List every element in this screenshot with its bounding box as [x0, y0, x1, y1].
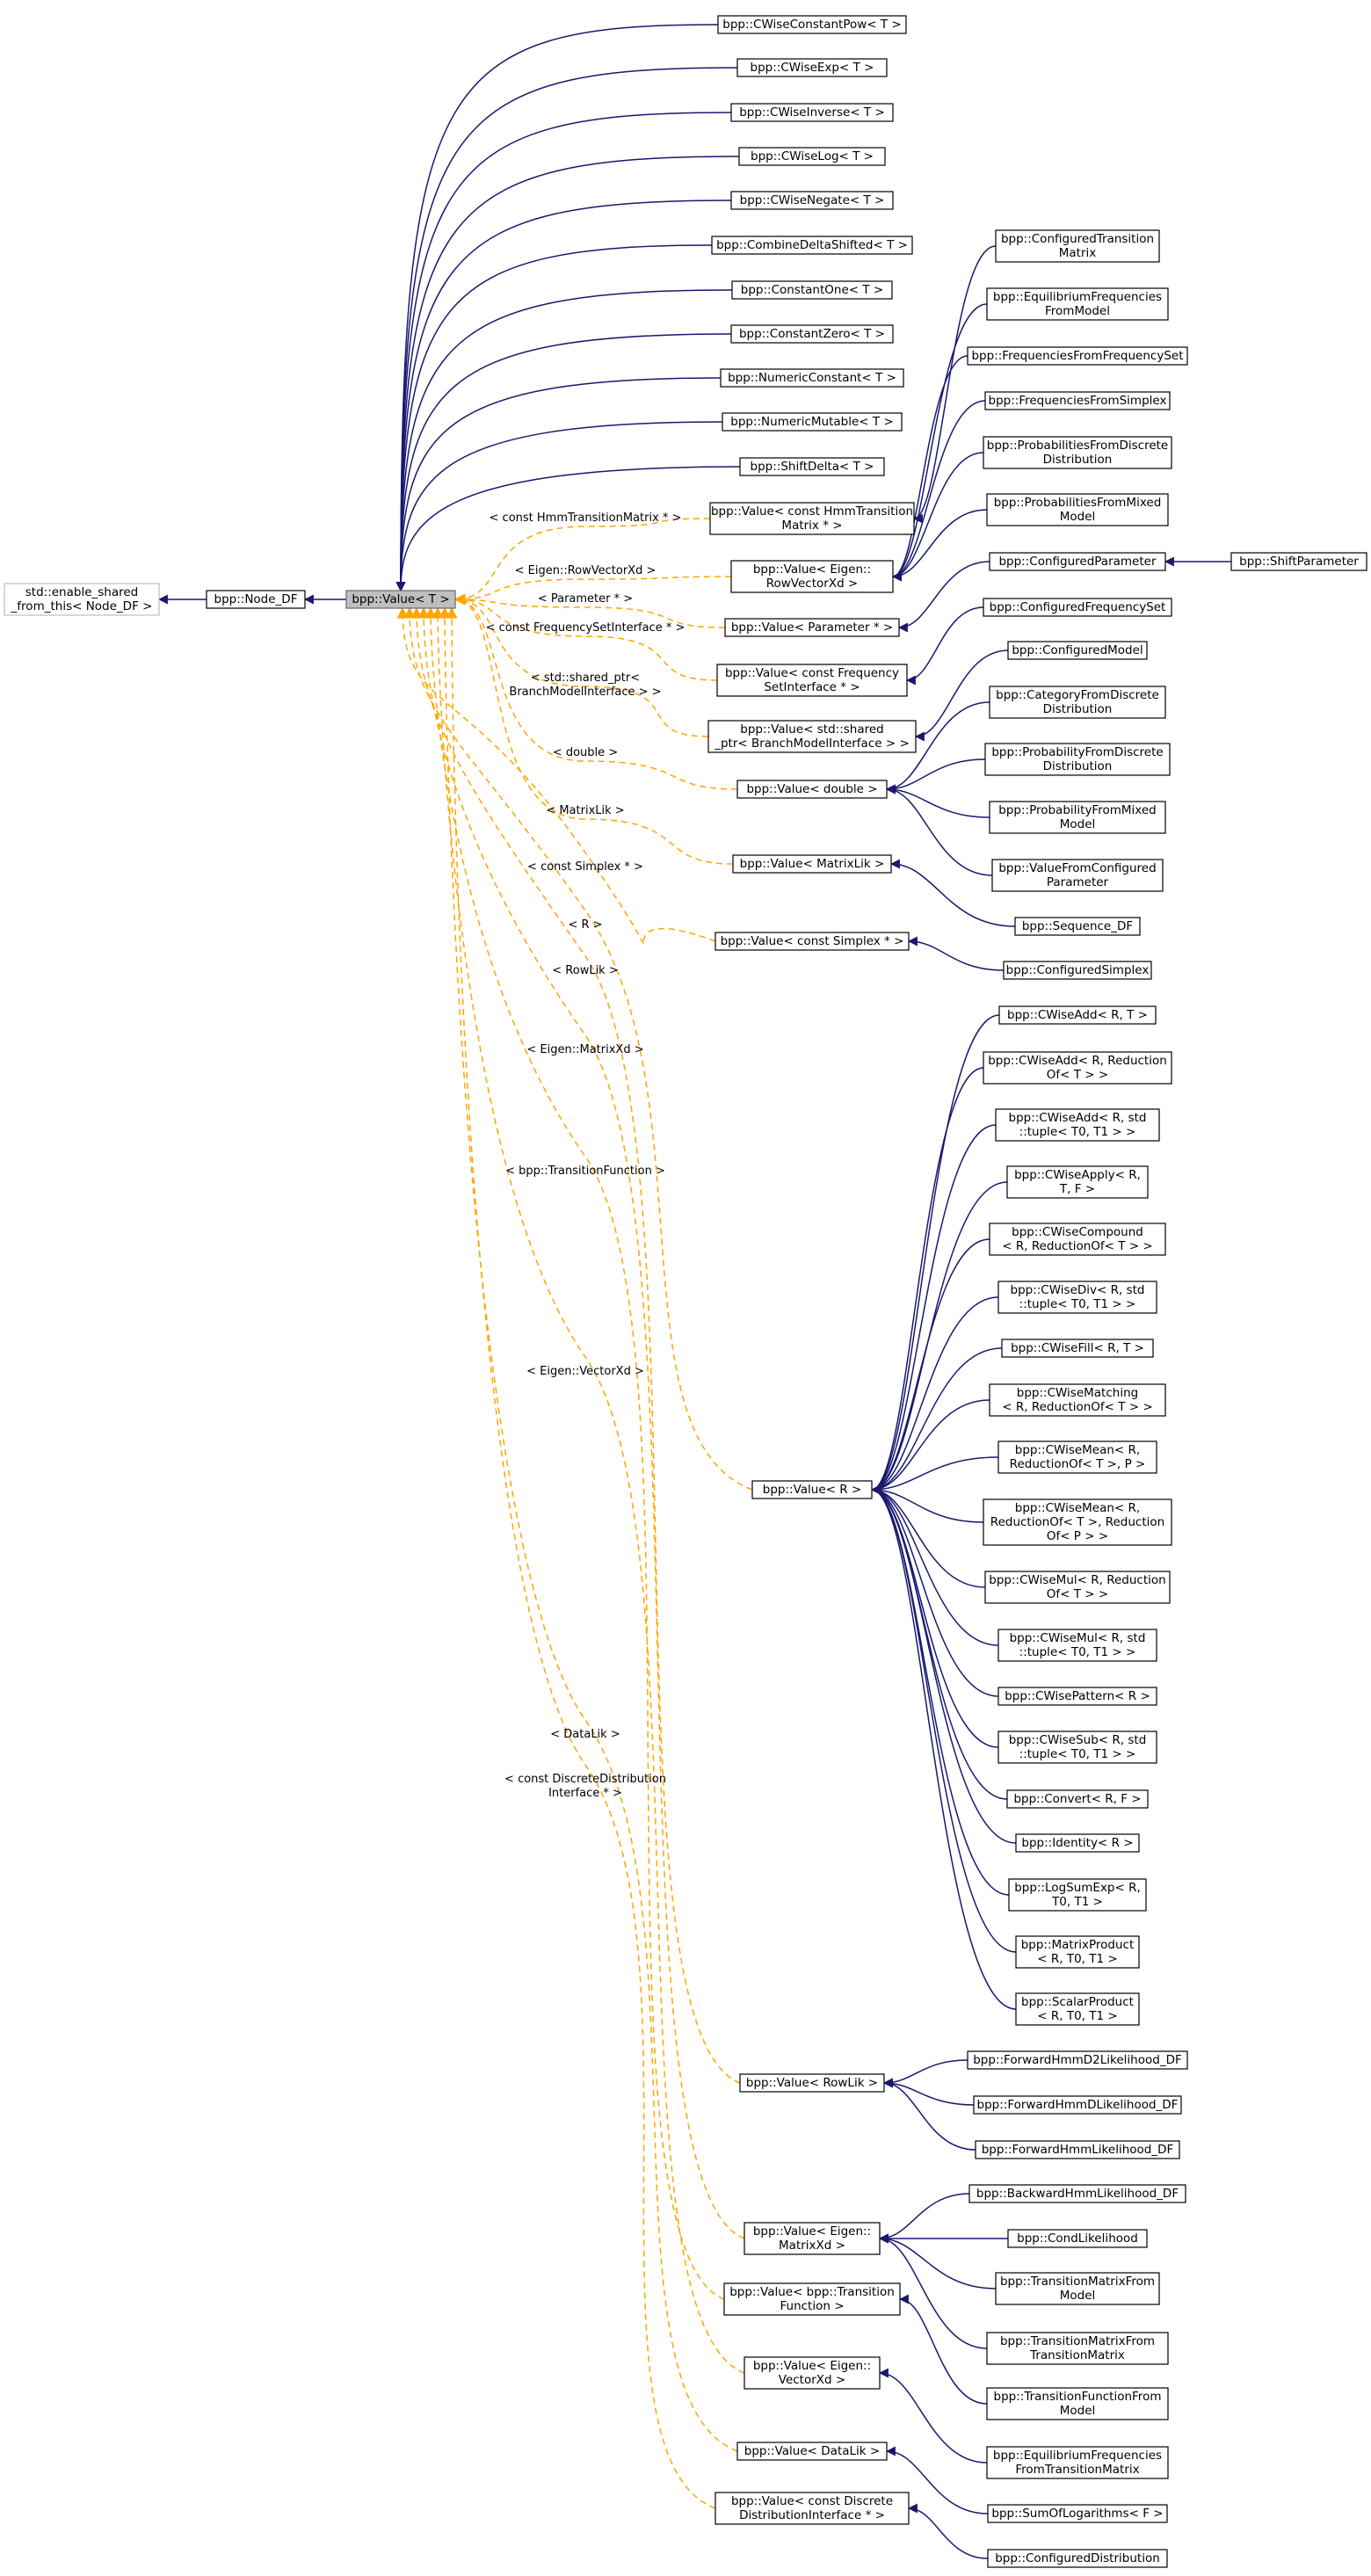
class-node-prob-from-mixed[interactable]: [987, 494, 1168, 526]
class-node-eq-freq-model[interactable]: [987, 288, 1168, 320]
class-name: bpp::ConfiguredDistribution: [995, 2551, 1160, 2565]
class-node-constant-zero[interactable]: [731, 325, 893, 343]
class-node-identity[interactable]: [1016, 1834, 1139, 1852]
class-name: bpp::CWiseMul< R, Reduction Of< T > >: [989, 1573, 1166, 1601]
class-name: bpp::Value< double >: [746, 782, 878, 796]
class-name: bpp::ProbabilitiesFromDiscrete Distribution: [986, 439, 1169, 467]
template-label-hmm: < const HmmTransitionMatrix * >: [489, 512, 682, 525]
class-node-v-datalik[interactable]: [737, 2442, 887, 2460]
class-node-v-hmm[interactable]: [710, 503, 914, 534]
class-name: bpp::CWiseFill< R, T >: [1011, 1341, 1144, 1355]
inheritance-edge-constant_zero: [401, 334, 731, 591]
class-node-prob-from-disc[interactable]: [983, 437, 1172, 468]
class-node-cw-mul-red[interactable]: [985, 1571, 1170, 1603]
class-node-constant-one[interactable]: [732, 281, 892, 299]
inheritance-edge-logsumexp: [872, 1490, 1009, 1895]
class-node-cw-mean-red[interactable]: [983, 1499, 1172, 1545]
class-node-cw-div[interactable]: [998, 1281, 1157, 1313]
class-node-cat-from-disc[interactable]: [990, 686, 1165, 718]
class-node-tf-from-model[interactable]: [987, 2388, 1168, 2420]
template-edge-v_matrixxd: [424, 608, 744, 2239]
inheritance-edge-matrix_product: [872, 1490, 1016, 1952]
inheritance-edge-cwise_negate: [401, 200, 731, 591]
class-name: bpp::SumOfLogarithms< F >: [991, 2507, 1164, 2521]
template-edge-v_matrixlik: [455, 599, 733, 864]
class-node-cw-add[interactable]: [999, 1006, 1156, 1024]
inheritance-edge-conf_dist: [909, 2508, 988, 2558]
class-name: bpp::ProbabilityFromDiscrete Distribution: [991, 745, 1164, 773]
inheritance-edge-freq_from_freqset: [893, 356, 968, 577]
class-name: bpp::CWisePattern< R >: [1005, 1689, 1150, 1703]
class-name: bpp::Sequence_DF: [1021, 919, 1134, 933]
class-node-v-simplex[interactable]: [715, 932, 909, 950]
class-node-cwise-log[interactable]: [739, 148, 885, 165]
class-node-v-discdist[interactable]: [715, 2493, 909, 2524]
template-label-r: < R >: [568, 918, 603, 932]
class-node-cw-sub[interactable]: [998, 1731, 1157, 1763]
class-name: bpp::ProbabilitiesFromMixed Model: [993, 496, 1162, 524]
inheritance-edge-cw_div: [872, 1297, 998, 1490]
class-node-cwise-constpow[interactable]: [718, 16, 906, 33]
inheritance-edge-probab_from_mixed: [887, 789, 990, 817]
inheritance-edge-conf_param: [899, 562, 990, 628]
class-name: bpp::ConfiguredModel: [1012, 643, 1143, 657]
class-node-cw-add-tup[interactable]: [996, 1109, 1159, 1141]
inheritance-edge-tm_from_model: [880, 2239, 996, 2289]
inheritance-edge-cw_mean: [872, 1457, 998, 1490]
class-node-v-vectorxd[interactable]: [744, 2357, 880, 2389]
class-name: bpp::Value< Eigen:: VectorXd >: [752, 2359, 872, 2387]
template-label-branch: < std::shared_ptr< BranchModelInterface > >: [509, 671, 662, 699]
class-name: bpp::Value< RowLik >: [745, 2076, 879, 2090]
class-name: bpp::Value< R >: [762, 1483, 862, 1497]
class-node-cw-matching[interactable]: [990, 1384, 1165, 1416]
class-node-v-matrixlik[interactable]: [733, 855, 891, 873]
class-node-tm-from-tm[interactable]: [987, 2333, 1168, 2364]
class-node-cw-add-red[interactable]: [983, 1052, 1172, 1084]
class-node-v-double[interactable]: [737, 780, 887, 798]
class-name: bpp::CWiseCompound < R, ReductionOf< T > >: [1002, 1225, 1153, 1253]
template-label-param: < Parameter * >: [537, 592, 634, 606]
class-node-numeric-mutable[interactable]: [722, 413, 902, 431]
class-name: bpp::Node_DF: [214, 592, 298, 606]
class-name: bpp::CWiseDiv< R, std ::tuple< T0, T1 > >: [1010, 1283, 1145, 1311]
class-name: bpp::NumericMutable< T >: [730, 415, 894, 429]
class-name: bpp::ShiftParameter: [1239, 555, 1359, 569]
template-label-datalik: < DataLik >: [550, 1728, 620, 1741]
class-node-cw-mean[interactable]: [998, 1441, 1157, 1473]
class-node-v-branch[interactable]: [708, 721, 916, 752]
class-node-matrix-product[interactable]: [1016, 1936, 1139, 1968]
class-name: bpp::Value< Parameter * >: [730, 620, 894, 635]
class-name: bpp::CWiseMul< R, std ::tuple< T0, T1 > >: [1009, 1631, 1146, 1659]
inheritance-edge-cw_apply: [872, 1182, 1007, 1490]
class-name: bpp::Value< std::shared _ptr< BranchModelInterface > >: [715, 722, 910, 751]
class-node-shift-param[interactable]: [1231, 553, 1367, 570]
class-name: bpp::CWiseInverse< T >: [739, 105, 885, 120]
template-edge-v_datalik: [445, 608, 737, 2451]
class-name: bpp::CWiseMean< R, ReductionOf< T >, P >: [1009, 1443, 1146, 1471]
inheritance-edge-tf_from_model: [900, 2299, 987, 2404]
class-node-v-freqset[interactable]: [717, 664, 907, 696]
class-name: bpp::CWiseSub< R, std ::tuple< T0, T1 > >: [1008, 1733, 1147, 1761]
inheritance-edge-fwd_d: [884, 2083, 974, 2105]
class-name: bpp::ShiftDelta< T >: [750, 460, 874, 474]
class-name: bpp::ConfiguredFrequencySet: [989, 600, 1166, 614]
template-label-simplex: < const Simplex * >: [527, 860, 643, 874]
class-node-sequence-df[interactable]: [1015, 918, 1140, 935]
class-name: bpp::TransitionMatrixFrom Model: [999, 2275, 1156, 2303]
class-name: bpp::LogSumExp< R, T0, T1 >: [1014, 1881, 1141, 1909]
inheritance-edge-cwise_log: [401, 156, 739, 591]
class-node-cw-pattern[interactable]: [998, 1687, 1157, 1705]
class-node-scalar-product[interactable]: [1016, 1993, 1139, 2025]
class-node-node-df[interactable]: [207, 591, 305, 608]
class-name: bpp::Value< const Simplex * >: [720, 934, 904, 948]
class-name: bpp::CWiseApply< R, T, F >: [1014, 1168, 1141, 1196]
inheritance-edge-fwd_d2: [884, 2060, 968, 2083]
class-name: bpp::CombineDeltaShifted< T >: [716, 238, 908, 252]
class-node-cond-lik[interactable]: [1008, 2230, 1147, 2247]
class-node-fwd-d[interactable]: [974, 2096, 1181, 2114]
class-node-cwise-negate[interactable]: [731, 192, 893, 209]
class-name: bpp::ScalarProduct < R, T0, T1 >: [1021, 1995, 1134, 2023]
class-name: bpp::CWiseAdd< R, std ::tuple< T0, T1 > >: [1008, 1111, 1147, 1139]
class-name: bpp::CWiseConstantPow< T >: [722, 18, 902, 32]
inheritance-edge-conf_simplex: [909, 941, 1004, 970]
class-name: bpp::CategoryFromDiscrete Distribution: [996, 688, 1159, 716]
nodes-layer: [4, 16, 1367, 2567]
template-edge-v_hmm: [455, 519, 710, 599]
class-name: bpp::ForwardHmmLikelihood_DF: [981, 2143, 1174, 2157]
class-node-cwise-inverse[interactable]: [731, 104, 893, 121]
class-node-conf-simplex[interactable]: [1004, 961, 1151, 979]
class-node-cw-apply[interactable]: [1007, 1166, 1148, 1198]
template-label-discdist: < const DiscreteDistribution Interface * >: [504, 1773, 666, 1800]
inheritance-edge-fwd: [884, 2083, 976, 2150]
class-name: bpp::CWiseAdd< R, Reduction Of< T > >: [988, 1054, 1167, 1082]
class-node-conf-transmat[interactable]: [996, 230, 1159, 262]
template-edge-v_discdist: [452, 608, 715, 2508]
class-name: bpp::CWiseAdd< R, T >: [1007, 1008, 1148, 1022]
class-name: bpp::NumericConstant< T >: [728, 371, 896, 385]
class-node-value-t[interactable]: [346, 591, 455, 608]
inheritance-edge-probab_from_disc: [887, 759, 985, 789]
class-name: bpp::Identity< R >: [1021, 1836, 1134, 1850]
class-node-probab-from-mixed[interactable]: [990, 802, 1165, 833]
class-name: bpp::Value< Eigen:: MatrixXd >: [752, 2224, 872, 2253]
inheritance-edge-val_from_conf: [887, 789, 992, 875]
template-label-vectorxd: < Eigen::VectorXd >: [526, 1365, 644, 1378]
class-name: bpp::CWiseExp< T >: [750, 61, 874, 75]
inheritance-edge-cw_add_red: [872, 1068, 983, 1490]
class-name: bpp::ConfiguredParameter: [998, 555, 1157, 569]
class-name: bpp::ConstantZero< T >: [738, 327, 886, 341]
class-node-bwd[interactable]: [969, 2185, 1186, 2202]
class-node-enable-shared: [4, 584, 159, 615]
class-name: bpp::ConfiguredSimplex: [1005, 963, 1150, 977]
class-name: bpp::CWiseNegate< T >: [739, 193, 885, 207]
class-node-v-matrixxd[interactable]: [744, 2223, 880, 2254]
inheritance-edge-bwd: [880, 2194, 969, 2239]
class-name: bpp::EquilibriumFrequencies FromTransitionMatrix: [992, 2449, 1163, 2477]
class-node-probab-from-disc[interactable]: [985, 744, 1170, 775]
inheritance-edge-cw_matching: [872, 1400, 990, 1490]
class-node-sum-log[interactable]: [988, 2505, 1167, 2522]
class-name: bpp::CWiseMatching < R, ReductionOf< T > >: [1002, 1386, 1153, 1414]
class-name: bpp::TransitionFunctionFrom Model: [993, 2390, 1162, 2418]
class-node-conf-param[interactable]: [990, 553, 1165, 570]
class-name: bpp::CWiseLog< T >: [751, 149, 874, 163]
class-name: bpp::MatrixProduct < R, T0, T1 >: [1020, 1938, 1135, 1966]
class-name: bpp::Value< DataLik >: [744, 2444, 881, 2458]
class-node-cw-fill[interactable]: [1002, 1339, 1153, 1357]
class-node-conf-freqset[interactable]: [983, 599, 1172, 616]
class-node-eq-freq-tm[interactable]: [987, 2447, 1168, 2478]
class-name: std::enable_shared _from_this< Node_DF >: [11, 585, 153, 613]
inheritance-edge-cw_add_tup: [872, 1125, 996, 1490]
class-node-conf-model[interactable]: [1008, 642, 1147, 659]
template-label-matrixlik: < MatrixLik >: [546, 804, 625, 817]
class-node-combine-delta[interactable]: [712, 236, 912, 254]
inheritance-edge-cw_mean_red: [872, 1490, 983, 1522]
class-name: bpp::ConstantOne< T >: [740, 283, 884, 297]
class-node-logsumexp[interactable]: [1009, 1879, 1146, 1911]
class-node-freq-from-simplex[interactable]: [985, 392, 1170, 410]
class-node-cwise-exp[interactable]: [737, 59, 887, 76]
class-node-shift-delta[interactable]: [740, 458, 884, 475]
class-name: bpp::FrequenciesFromSimplex: [988, 394, 1167, 408]
inheritance-edge-combine_delta: [401, 245, 712, 591]
template-label-rowvec: < Eigen::RowVectorXd >: [514, 564, 656, 577]
inheritance-edge-numeric_constant: [401, 378, 721, 591]
class-node-v-param[interactable]: [725, 619, 899, 636]
class-node-tm-from-model[interactable]: [996, 2273, 1159, 2304]
class-name: bpp::TransitionMatrixFrom TransitionMatrix: [999, 2334, 1156, 2362]
class-name: bpp::Value< const Frequency SetInterface * >: [724, 666, 900, 694]
class-name: bpp::Value< MatrixLik >: [739, 857, 885, 871]
class-name: bpp::Value< Eigen:: RowVectorXd >: [752, 562, 872, 591]
class-node-convert[interactable]: [1007, 1790, 1148, 1808]
class-name: bpp::ProbabilityFromMixed Model: [998, 803, 1157, 831]
template-label-double: < double >: [552, 746, 619, 759]
class-node-numeric-constant[interactable]: [721, 369, 903, 387]
class-node-val-from-conf[interactable]: [992, 860, 1163, 891]
class-name: bpp::ForwardHmmD2Likelihood_DF: [973, 2053, 1182, 2067]
class-name: bpp::CondLikelihood: [1017, 2231, 1138, 2246]
class-node-fwd[interactable]: [976, 2141, 1179, 2159]
class-node-cw-compound[interactable]: [990, 1223, 1165, 1255]
class-name: bpp::ForwardHmmDLikelihood_DF: [976, 2098, 1179, 2112]
class-name: bpp::CWiseMean< R, ReductionOf< T >, Reduction Of< P > >: [990, 1501, 1165, 1543]
class-node-conf-dist[interactable]: [988, 2550, 1167, 2567]
template-label-matrixxd: < Eigen::MatrixXd >: [526, 1043, 644, 1056]
inheritance-edge-eq_freq_tm: [880, 2373, 987, 2463]
template-label-rowlik: < RowLik >: [552, 964, 619, 977]
class-name: bpp::EquilibriumFrequencies FromModel: [992, 290, 1163, 318]
class-node-freq-from-freqset[interactable]: [968, 347, 1187, 365]
class-name: bpp::Value< bpp::Transition Function >: [729, 2285, 895, 2313]
template-label-transfn: < bpp::TransitionFunction >: [505, 1165, 665, 1178]
class-name: bpp::ValueFromConfigured Parameter: [998, 861, 1157, 889]
inheritance-edge-freq_from_simplex: [893, 401, 985, 577]
class-name: bpp::Value< T >: [352, 592, 450, 606]
template-edge-v_simplex: [403, 608, 715, 945]
class-node-v-r[interactable]: [752, 1481, 872, 1498]
class-name: bpp::Convert< R, F >: [1013, 1792, 1142, 1806]
class-name: bpp::Value< const Discrete DistributionInterface * >: [730, 2494, 894, 2522]
class-name: bpp::FrequenciesFromFrequencySet: [971, 349, 1184, 363]
class-node-v-rowlik[interactable]: [740, 2074, 884, 2092]
class-name: bpp::Value< const HmmTransition Matrix * >: [710, 504, 914, 533]
class-node-cw-mul-tup[interactable]: [998, 1629, 1157, 1661]
class-name: bpp::ConfiguredTransition Matrix: [1000, 232, 1155, 260]
inheritance-edge-scalar_product: [872, 1490, 1016, 2009]
class-node-v-transfn[interactable]: [724, 2283, 900, 2315]
class-name: bpp::BackwardHmmLikelihood_DF: [976, 2187, 1179, 2201]
class-node-v-rowvec[interactable]: [731, 561, 893, 592]
template-edge-v_freqset: [455, 599, 717, 680]
class-node-fwd-d2[interactable]: [968, 2051, 1187, 2069]
template-label-freqset: < const FrequencySetInterface * >: [485, 621, 686, 635]
